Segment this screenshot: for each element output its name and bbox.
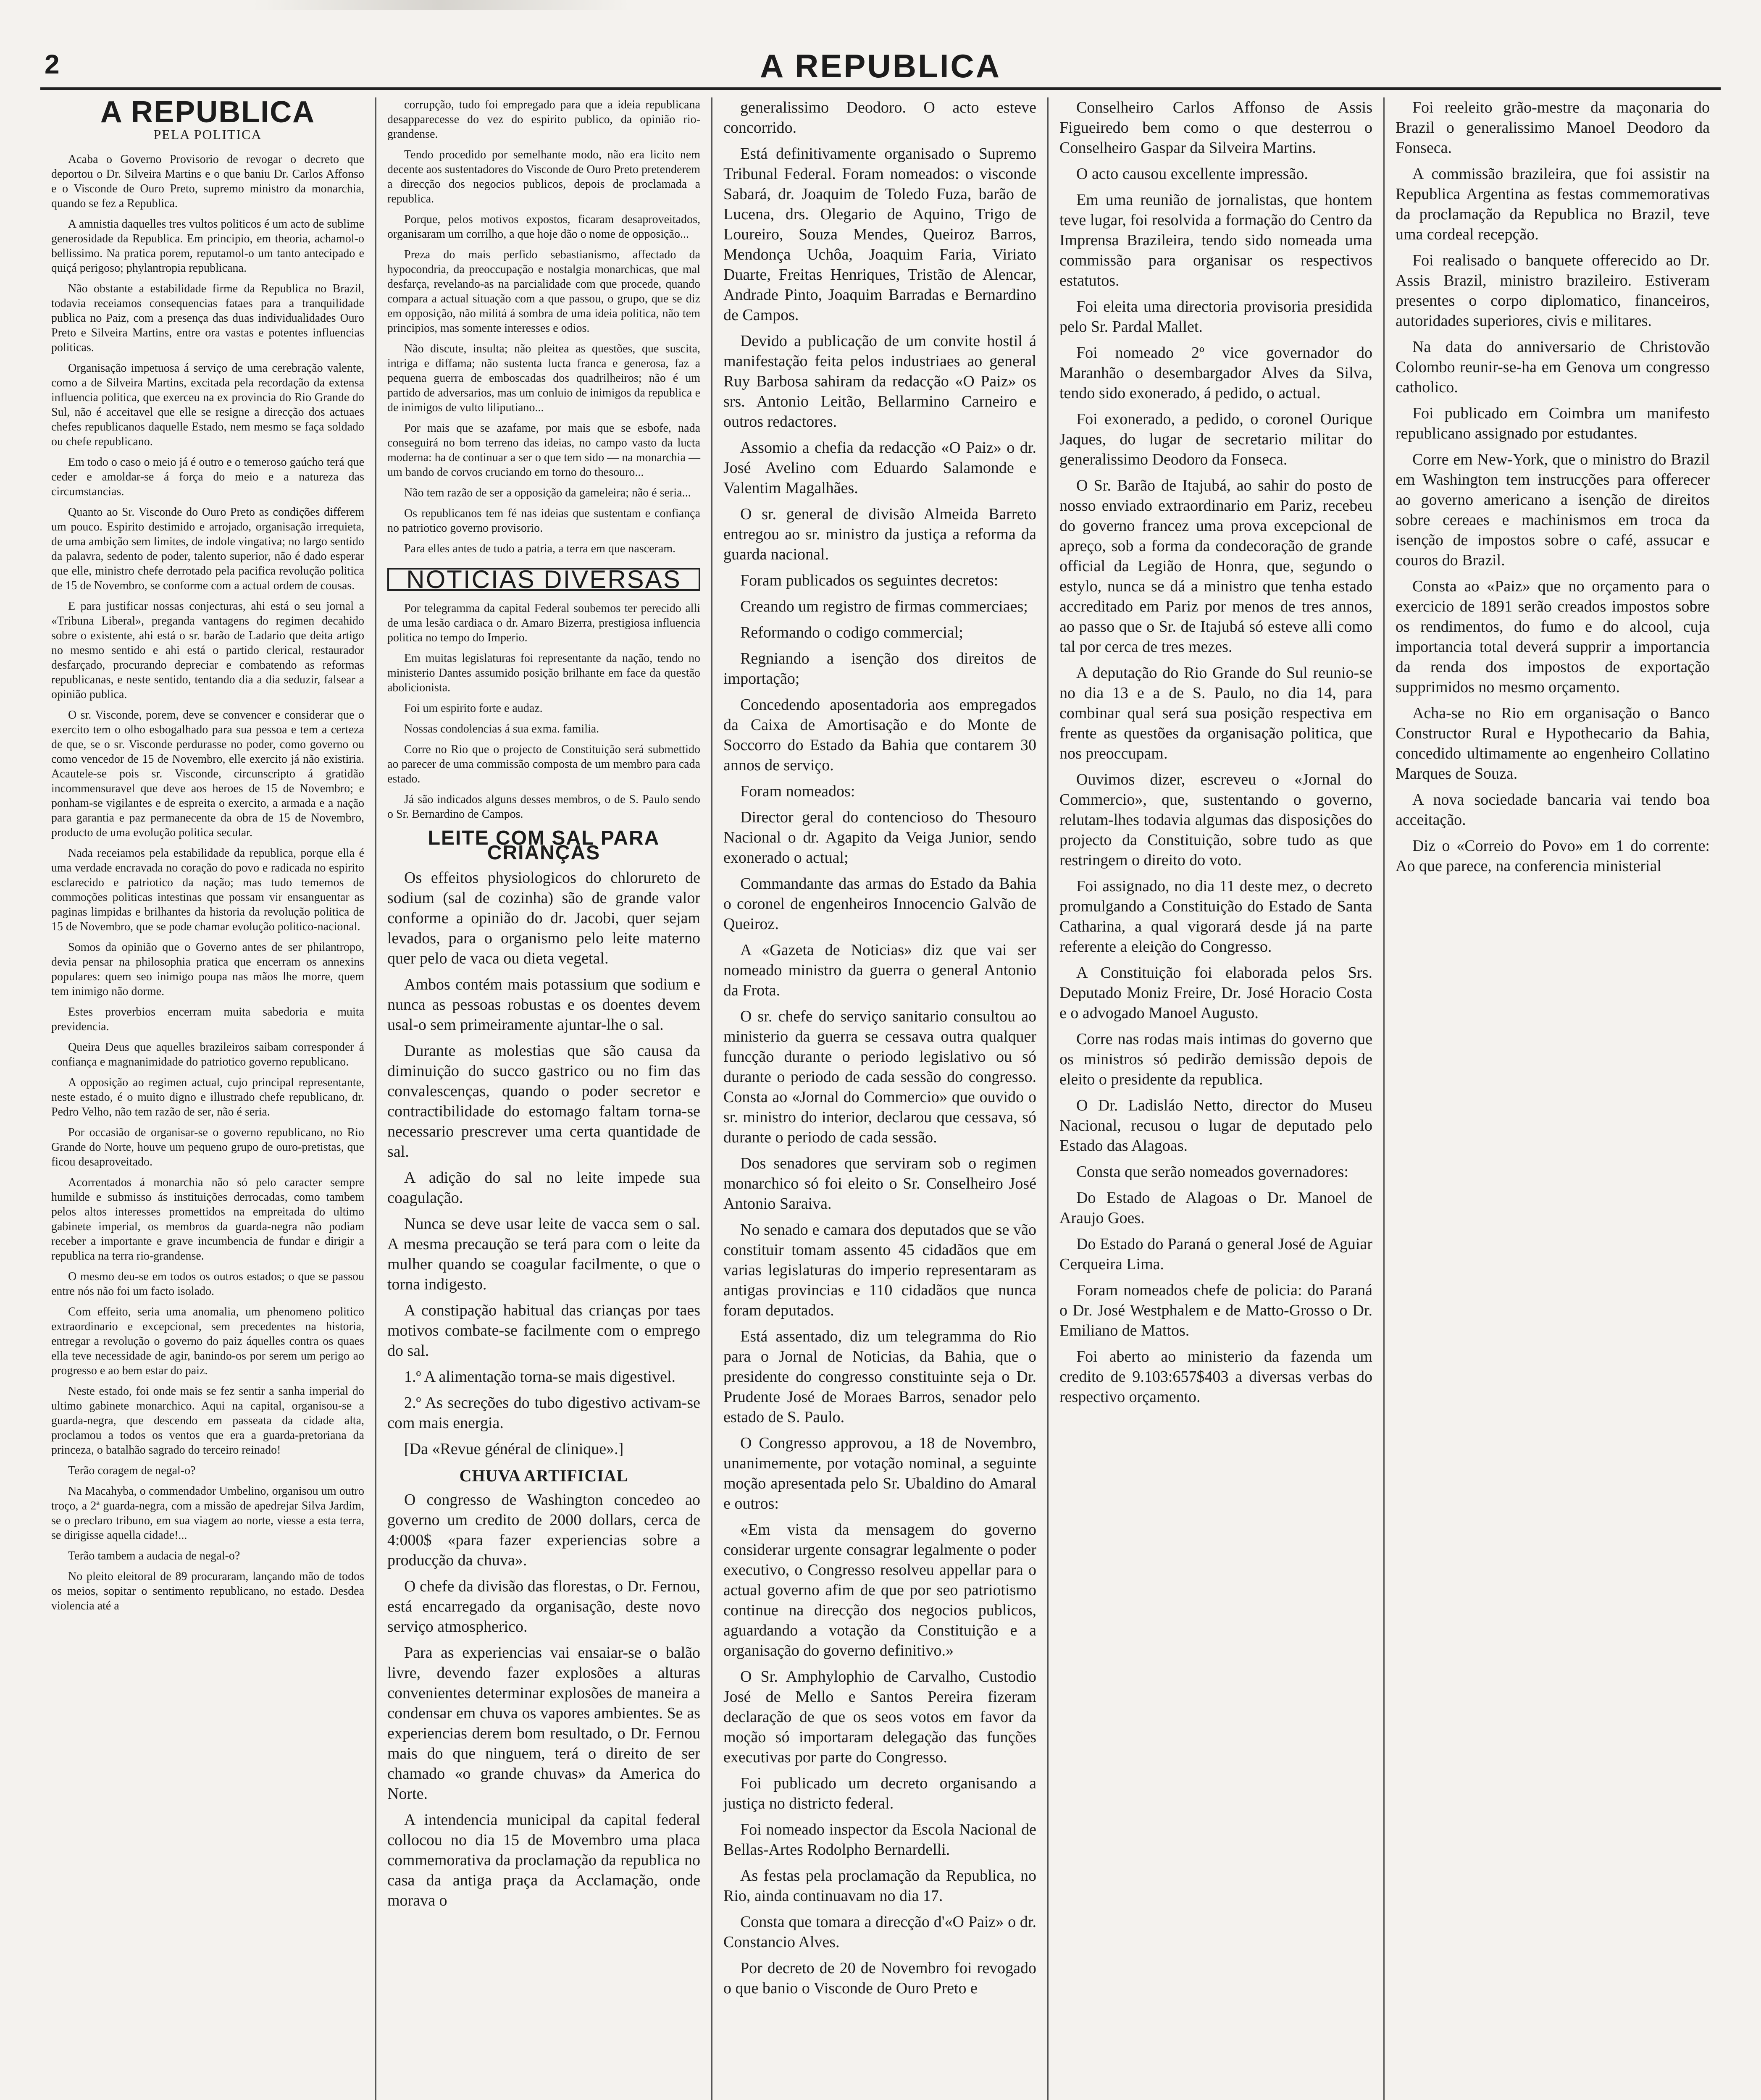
column-1 <box>40 97 376 2100</box>
editorial-paragraph: Terão coragem de negal-o? <box>68 1464 196 1477</box>
news-note: Foi um espirito forte e audaz. <box>404 702 543 715</box>
leite-com-sal-heading: LEITE COM SAL PARA CRIANÇAS <box>428 827 660 864</box>
article-paragraph: Para as experiencias vai ensaiar-se o balão livre, devendo fazer explosões a alturas convenientes determinar explosões de maneira a condensar em chuva os vapores ambientes. Se as experiencias derem bom resultado, o Dr. Fernou mais do que ninguem, terá o direito de ser chamado «o grande chuvas» da America do Norte. <box>387 1644 700 1803</box>
editorial-paragraph: A amnistia daquelles tres vultos politicos é um acto de sublime generosidade da Republica. Em principio, em theoria, achamol-o bellissimo. Na pratica porem, reputamol-o um tanto antecipado e quiçá perigoso; phylantropia republicana. <box>51 218 364 275</box>
chuva-artificial-heading: CHUVA ARTIFICIAL <box>459 1466 628 1485</box>
news-item: «Em vista da mensagem do governo considerar urgente consagrar legalmente o poder executivo, o Congresso resolveu appellar para o actual governo afim de que por seo patriotismo continue na direcção dos negocios publicos, aguardando a votação da Constituição e a organisação do governo definitivo.» <box>723 1521 1036 1659</box>
news-item: generalissimo Deodoro. O acto esteve concorrido. <box>723 99 1036 136</box>
editorial-paragraph: Por mais que se azafame, por mais que se esbofe, nada conseguirá no bom terreno das ideias, no campo vasto da lucta moderna: ha de continuar a ser o que tem sido — na monarchia — um bando de corvos cruciando em torno do thesouro... <box>387 422 700 479</box>
news-item: Dos senadores que serviram sob o regimen monarchico só foi eleito o Sr. Conselheiro José Antonio Saraiva. <box>723 1155 1036 1213</box>
news-column-5-body <box>1396 97 1710 876</box>
news-item: Acha-se no Rio em organisação o Banco Constructor Rural e Hypothecario da Bahia, concedido ultimamente ao engenheiro Collatino Marques de Souza. <box>1396 704 1710 782</box>
news-item: Foram nomeados: <box>740 782 855 800</box>
editorial-body <box>51 152 364 1613</box>
newspaper-columns <box>40 97 1721 2100</box>
news-notes <box>387 601 700 822</box>
editorial-paragraph: E para justificar nossas conjecturas, ahi está o seu jornal a «Tribuna Liberal», preganda vantagens do regimen decahido sobre o existente, ahi está o sr. barão de Ladario que deita artigo no mesmo sentido e ahi está o partido clerical, restaurador desfarçado, procurando depreciar e combatendo as reformas republicanas, e neste sentido, tentando dia a dia seduzir, falsear a opinião publica. <box>51 600 364 701</box>
news-item: Consta ao «Paiz» que no orçamento para o exercicio de 1891 serão creados impostos sobre os rendimentos, do fumo e do alcool, cuja importancia total deverá supprir a importancia da renda dos impostos de exportação supprimidos no mesmo orçamento. <box>1396 578 1710 696</box>
news-item: Foi assignado, no dia 11 deste mez, o decreto promulgando a Constituição do Estado de Santa Catharina, a qual vigorará desde já na parte referente a eleição do Congresso. <box>1059 877 1372 956</box>
news-item: Está assentado, diz um telegramma do Rio para o Jornal de Noticias, da Bahia, que o presidente do congresso constituinte seja o Dr. Prudente José de Moraes Barros, senador pelo estado de S. Paulo. <box>723 1328 1036 1426</box>
news-item: Corre nas rodas mais intimas do governo que os ministros só pedirão demissão depois de eleito o presidente da republica. <box>1059 1030 1372 1088</box>
news-item: O Dr. Ladisláo Netto, director do Museu Nacional, recusou o lugar de deputado pelo Estado das Alagoas. <box>1059 1097 1372 1155</box>
article-paragraph: Os effeitos physiologicos do chlorureto de sodium (sal de cozinha) são de grande valor conforme a opinião do dr. Jacobi, quer sejam levados, para o organismo pelo leite materno quer pelo de vaca ou dieta vegetal. <box>387 869 700 967</box>
article-paragraph: A constipação habitual das crianças por taes motivos combate-se facilmente com o emprego do sal. <box>387 1302 700 1360</box>
editorial-paragraph: Neste estado, foi onde mais se fez sentir a sanha imperial do ultimo gabinete monarchico. Aqui na capital, organisou-se a guarda-negra, que descendo em passeata da cidade alta, proclamou a todos os ventos que era a guarda-pretoriana da princeza, o batalhão sagrado do terceiro reinado! <box>51 1385 364 1457</box>
news-item: Ouvimos dizer, escreveu o «Jornal do Commercio», que, sustentando o governo, relutam-lhes todavia algumas das disposições do projecto da Constituição, sobre tudo as que restringem o direito do voto. <box>1059 771 1372 869</box>
editorial-paragraph: Na Macahyba, o commendador Umbelino, organisou um outro troço, a 2ª guarda-negra, com a missão de apedrejar Silva Jardim, se o preclaro tribuno, em sua viagem ao norte, viesse a esta terra, se dirigisse aquella cidade!... <box>51 1485 364 1542</box>
editorial-paragraph: Porque, pelos motivos expostos, ficaram desaproveitados, organisaram um corrilho, a que hoje dão o nome de opposição... <box>387 213 700 241</box>
news-note: Nossas condolencias á sua exma. familia. <box>404 722 599 735</box>
news-item: Consta que serão nomeados governadores: <box>1076 1163 1348 1181</box>
news-item: Devido a publicação de um convite hostil á manifestação feita pelos industriaes ao general Ruy Barbosa sahiram da redacção «O Paiz» os srs. Antonio Leitão, Bellarmino Carneiro e outros redactores. <box>723 332 1036 430</box>
news-item: As festas pela proclamação da Republica, no Rio, ainda continuavam no dia 17. <box>723 1867 1036 1905</box>
news-item: O Sr. Barão de Itajubá, ao sahir do posto de nosso enviado extraordinario em Pariz, recebeu do governo francez uma prova excepcional de apreço, sob a forma da condecoração de grande official da Legião de Honra, que, segundo o estylo, nunca se dá a ministro que tenha estado accreditado em Pariz por menos de tres annos, ao passo que o Sr. de Itajubá só esteve alli como tal por cerca de tres mezes. <box>1059 477 1372 656</box>
editorial-paragraph: A opposição ao regimen actual, cujo principal representante, neste estado, é o muito digno e illustrado chefe republicano, dr. Pedro Velho, não tem razão de ser, não é seria. <box>51 1076 364 1118</box>
editorial-paragraph: Queira Deus que aquelles brazileiros saibam corresponder á confiança e magnanimidade do patriotico governo republicano. <box>51 1041 364 1068</box>
news-column-4-body <box>1059 97 1372 1407</box>
editorial-paragraph: Preza do mais perfido sebastianismo, affectado da hypocondria, da preoccupação e nostalgia monarchicas, que mal desfarça, revelando-as na parcialidade com que procede, quando compara a actual situação com a que passou, o grupo, que se diz em opposição, não militá á sombra de uma ideia politica, não tem principios, mas somente interesses e odios. <box>387 248 700 335</box>
newspaper-title: A REPUBLICA <box>760 47 1001 84</box>
editorial-subtitle: PELA POLITICA <box>153 127 262 142</box>
masthead <box>40 47 1721 90</box>
editorial-paragraph: Com effeito, seria uma anomalia, um phenomeno politico extraordinario e excepcional, sem precedentes na historia, entregar a revolução o governo do paiz áquelles contra os quaes ella teve necessidade de agir, banindo-os por serem um perigo ao progresso e ao bem estar do paiz. <box>51 1305 364 1377</box>
news-note: Em muitas legislaturas foi representante da nação, tendo no ministerio Dantes assumido posição brilhante em face da questão abolicionista. <box>387 652 700 694</box>
editorial-paragraph: Em todo o caso o meio já é outro e o temeroso gaúcho terá que ceder e amoldar-se á força do meio e a natureza das circumstancias. <box>51 456 364 498</box>
news-item: Foi publicado em Coimbra um manifesto republicano assignado por estudantes. <box>1396 404 1710 442</box>
news-note: Por telegramma da capital Federal soubemos ter perecido alli de uma lesão cardiaca o dr. Amaro Bizerra, prestigiosa influencia politica no tempo do Imperio. <box>387 602 700 644</box>
editorial-title: A REPUBLICA <box>100 97 315 129</box>
news-item: O sr. chefe do serviço sanitario consultou ao ministerio da guerra se cessava outra qualquer funcção durante o periodo legislativo ou só durante o periodo de cada sessão do congresso. Consta ao «Jornal do Commercio» que ouvido o sr. ministro do interior, declarou que cessava, só durante o periodo de cada sessão. <box>723 1008 1036 1146</box>
editorial-paragraph: Por occasião de organisar-se o governo republicano, no Rio Grande do Norte, houve um pequeno grupo de ouro-pretistas, que ficou desaproveitado. <box>51 1126 364 1168</box>
editorial-paragraph: Terão tambem a audacia de negal-o? <box>68 1549 240 1562</box>
news-item: Foi nomeado inspector da Escola Nacional de Bellas-Artes Rodolpho Bernardelli. <box>723 1821 1036 1858</box>
news-item: Foi exonerado, a pedido, o coronel Ourique Jaques, do lugar de secretario militar do generalissimo Deodoro da Fonseca. <box>1059 410 1372 468</box>
news-item: Foi reeleito grão-mestre da maçonaria do Brazil o generalissimo Manoel Deodoro da Fonseca. <box>1396 99 1710 157</box>
news-item: Assomio a chefia da redacção «O Paiz» o dr. José Avelino com Eduardo Salamonde e Valentim Magalhães. <box>723 439 1036 497</box>
editorial-paragraph: Tendo procedido por semelhante modo, não era licito nem decente aos sustentadores do Visconde de Ouro Preto pretenderem a direcção dos negocios publicos, depois de proclamada a republica. <box>387 148 700 205</box>
article-paragraph: O congresso de Washington concedeo ao governo um credito de 2000 dollars, cerca de 4:000$ «para fazer experiencias sobre a producção da chuva». <box>387 1491 700 1569</box>
chuva-artificial-body <box>387 1490 700 1911</box>
news-item: A Constituição foi elaborada pelos Srs. Deputado Moniz Freire, Dr. José Horacio Costa e o advogado Manoel Augusto. <box>1059 964 1372 1022</box>
news-item: A nova sociedade bancaria vai tendo boa acceitação. <box>1396 791 1710 829</box>
news-item: Director geral do contencioso do Thesouro Nacional o dr. Agapito da Veiga Junior, sendo exonerado o actual; <box>723 808 1036 866</box>
article-paragraph: A intendencia municipal da capital federal collocou no dia 15 de Movembro uma placa commemorativa da proclamação da republica no casa da antiga praça da Acclamação, onde morava o <box>387 1811 700 1909</box>
column-5 <box>1385 97 1721 2100</box>
article-paragraph: 1.º A alimentação torna-se mais digestivel. <box>404 1368 675 1386</box>
article-paragraph: [Da «Revue général de clinique».] <box>404 1440 624 1458</box>
editorial-paragraph: Acorrentados á monarchia não só pelo caracter sempre humilde e submisso ás instituições derrocadas, como tambem pelos altos interesses promettidos na empreitada do ultimo gabinete imperial, os membros da guarda-negra não podiam receber a importante e grave incumbencia de fundar e dirigir a republica na terra rio-grandense. <box>51 1176 364 1263</box>
editorial-paragraph: Organisação impetuosa á serviço de uma cerebração valente, como a de Silveira Martins, excitada pela recordação da extensa influencia politica, que exerceu na ex provincia do Rio Grande do Sul, não é acceitavel que elle se resigne a direcção dos actuaes chefes republicanos daquelle Estado, nem mesmo se faça soldado ou chefe republicano. <box>51 362 364 448</box>
editorial-paragraph: Não tem razão de ser a opposição da gameleira; não é seria... <box>404 486 691 499</box>
editorial-paragraph: Estes proverbios encerram muita sabedoria e muita previdencia. <box>51 1005 364 1033</box>
editorial-paragraph: Acaba o Governo Provisorio de revogar o decreto que deportou o Dr. Silveira Martins e o que baniu Dr. Carlos Affonso e o Visconde de Ouro Preto, supremo ministro da monarchia, quando se fez a Republica. <box>51 153 364 210</box>
editorial-paragraph: Nada receiamos pela estabilidade da republica, porque ella é uma verdade encravada no coração do povo e radicada no espirito esclarecido e patriotico da nação; mas tudo tememos de commoções politicas intestinas que possam vir ensanguentar as paginas limpidas e brilhantes da historia da revolução politica de 15 de Novembro, que se pode chamar evolução politico-nacional. <box>51 847 364 933</box>
column-4 <box>1049 97 1385 2100</box>
leite-com-sal-body <box>387 868 700 1459</box>
article-paragraph: A adição do sal no leite impede sua coagulação. <box>387 1169 700 1207</box>
editorial-paragraph: Para elles antes de tudo a patria, a terra em que nasceram. <box>404 542 676 555</box>
editorial-paragraph: Somos da opinião que o Governo antes de ser philantropo, devia pensar na philosophia pratica que encerram os annexins populares: quem seo inimigo poupa nas mãos lhe morre, quem tem inimigo não dorme. <box>51 941 364 998</box>
noticias-diversas-heading: NOTICIAS DIVERSAS <box>387 568 700 591</box>
article-paragraph: O chefe da divisão das florestas, o Dr. Fernou, está encarregado da organisação, deste novo serviço atmospherico. <box>387 1578 700 1635</box>
news-item: A commissão brazileira, que foi assistir na Republica Argentina as festas commemorativas da proclamação da Republica no Brazil, teve uma cordeal recepção. <box>1396 165 1710 243</box>
page-number: 2 <box>45 49 60 79</box>
editorial-paragraph: Os republicanos tem fé nas ideias que sustentam e confiança no patriotico governo provisorio. <box>387 507 700 535</box>
article-paragraph: Durante as molestias que são causa da diminuição do succo gastrico ou no fim das convalescenças, quando o poder secretor e contractibilidade do estomago faltam torna-se necessario prescrever uma certa quantidade de sal. <box>387 1042 700 1160</box>
news-item: Corre em New-York, que o ministro do Brazil em Washington tem instrucções para offerecer ao governo americano a isenção de direitos sobre cereaes e machinismos em troca da isenção de impostos sobre o café, assucar e couros do Brazil. <box>1396 451 1710 569</box>
news-item: A deputação do Rio Grande do Sul reunio-se no dia 13 e a de S. Paulo, no dia 14, para combinar qual será sua posição respectiva em frente as questões da organisação politica, que nos preoccupam. <box>1059 664 1372 762</box>
news-item: Foram publicados os seguintes decretos: <box>740 572 999 589</box>
editorial-paragraph: Não discute, insulta; não pleitea as questões, que suscita, intriga e diffama; não sustenta lucta franca e generosa, faz a pequena guerra de emboscadas dos quadrilheiros; não é um partido de adversarios, mas um conluio de inimigos da republica e de inimigos de vulto liliputiano... <box>387 342 700 414</box>
news-item: Consta que tomara a direcção d'«O Paiz» o dr. Constancio Alves. <box>723 1913 1036 1951</box>
news-item: Diz o «Correio do Povo» em 1 do corrente: Ao que parece, na conferencia ministerial <box>1396 837 1710 875</box>
news-item: A «Gazeta de Noticias» diz que vai ser nomeado ministro da guerra o general Antonio da Frota. <box>723 941 1036 999</box>
news-item: Conselheiro Carlos Affonso de Assis Figueiredo bem como o que desterrou o Conselheiro Gaspar da Silveira Martins. <box>1059 99 1372 157</box>
news-item: No senado e camara dos deputados que se vão constituir tomam assento 45 cidadãos que em varias legislaturas do imperio representaram as antigas provincias e 110 cidadãos que nunca foram deputados. <box>723 1221 1036 1319</box>
news-note: Já são indicados alguns desses membros, o de S. Paulo sendo o Sr. Bernardino de Campos. <box>387 793 700 821</box>
editorial-paragraph: O mesmo deu-se em todos os outros estados; o que se passou entre nós não foi um facto isolado. <box>51 1270 364 1298</box>
news-item: Em uma reunião de jornalistas, que hontem teve lugar, foi resolvida a formação do Centro da Imprensa Brazileira, tendo sido nomeada uma commissão para organisar os respectivos estatutos. <box>1059 191 1372 289</box>
news-column-3-body <box>723 97 1036 1998</box>
news-item: Foi nomeado 2º vice governador do Maranhão o desembargador Alves da Silva, tendo sido exonerado, á pedido, o actual. <box>1059 344 1372 402</box>
news-item: Creando um registro de firmas commerciaes; <box>740 598 1028 615</box>
news-item: O sr. general de divisão Almeida Barreto entregou ao sr. ministro da justiça a reforma da guarda nacional. <box>723 505 1036 563</box>
article-paragraph: Ambos contém mais potassium que sodium e nunca as pessoas robustas e os doentes devem usal-o sem primeiramente ajuntar-lhe o sal. <box>387 976 700 1034</box>
top-edge-smudge <box>252 0 630 10</box>
editorial-paragraph: No pleito eleitoral de 89 procuraram, lançando mão de todos os meios, sopitar o sentimento republicano, no estado. Desdea violencia até a <box>51 1570 364 1612</box>
editorial-paragraph: Quanto ao Sr. Visconde do Ouro Preto as condições differem um pouco. Espirito destimido e arrojado, organisação irrequieta, de uma ambição sem limites, de indole vingativa; no largo sentido da palavra, sedento de poder, talento superior, não é dado esperar que elle, ministro chefe derrotado pela pacifica revolução politica de 15 de Novembro, se conforme com a actual ordem de cousas. <box>51 506 364 592</box>
news-item: Foi realisado o banquete offerecido ao Dr. Assis Brazil, ministro brazileiro. Estiveram presentes o corpo diplomatico, financeiros, autoridades superiores, civis e militares. <box>1396 252 1710 330</box>
column-2 <box>376 97 712 2100</box>
news-item: Regniando a isenção dos direitos de importação; <box>723 650 1036 688</box>
news-item: Do Estado do Paraná o general José de Aguiar Cerqueira Lima. <box>1059 1235 1372 1273</box>
news-item: Por decreto de 20 de Novembro foi revogado o que banio o Visconde de Ouro Preto e <box>723 1959 1036 1997</box>
editorial-continuation <box>387 97 700 556</box>
news-item: Foram nomeados chefe de policia: do Paraná o Dr. José Westphalem e de Matto-Grosso o Dr. Emiliano de Mattos. <box>1059 1281 1372 1339</box>
news-item: O acto causou excellente impressão. <box>1076 165 1308 183</box>
article-paragraph: Nunca se deve usar leite de vacca sem o sal. A mesma precaução se terá para com o leite da mulher quando se coagular facilmente, o que o torna indigesto. <box>387 1215 700 1293</box>
news-item: Do Estado de Alagoas o Dr. Manoel de Araujo Goes. <box>1059 1189 1372 1227</box>
news-note: Corre no Rio que o projecto de Constituição será submettido ao parecer de uma commissão composta de um membro para cada estado. <box>387 743 700 785</box>
news-item: Concedendo aposentadoria aos empregados da Caixa de Amortisação e do Monte de Soccorro do Estado da Bahia que contarem 30 annos de serviço. <box>723 696 1036 774</box>
column-3 <box>712 97 1049 2100</box>
article-paragraph: 2.º As secreções do tubo digestivo activam-se com mais energia. <box>387 1394 700 1432</box>
news-item: Reformando o codigo commercial; <box>740 624 963 641</box>
news-item: O Congresso approvou, a 18 de Novembro, unanimemente, por votação nominal, a seguinte moção apresentada pelo Sr. Ubaldino do Amaral e outros: <box>723 1434 1036 1512</box>
news-item: Commandante das armas do Estado da Bahia o coronel de engenheiros Innocencio Galvão de Queiroz. <box>723 875 1036 933</box>
news-item: Está definitivamente organisado o Supremo Tribunal Federal. Foram nomeados: o visconde Sabará, dr. Joaquim de Toledo Fuza, barão de Lucena, drs. Olegario de Aquino, Trigo de Loureiro, Souza Mendes, Queiroz Barros, Mendonça Uchôa, Joaquim Faria, Viriato Duarte, Freitas Henriques, Tristão de Alencar, Andrade Pinto, Joaquim Barradas e Bernardino de Campos. <box>723 145 1036 324</box>
editorial-paragraph: corrupção, tudo foi empregado para que a ideia republicana desapparecesse do vez do espirito publico, da opinião rio-grandense. <box>387 98 700 141</box>
editorial-paragraph: O sr. Visconde, porem, deve se convencer e considerar que o exercito tem o olho esbogalhado para sua pessoa e tem a certeza de que, se o sr. Visconde perdurasse no poder, como governo ou como vencedor de 15 de Novembro, elle exercito já não existiria. Acautele-se pois sr. Visconde, circunscripto á gratidão incommensuravel que deve aos heroes de 15 de Novembro; e ponham-se vigilantes e de espreita o exercito, a armada e a nação para garantia e paz permanecente da obra de 15 de Novembro, producto de uma evolução politica secular. <box>51 709 364 839</box>
news-item: Foi eleita uma directoria provisoria presidida pelo Sr. Pardal Mallet. <box>1059 298 1372 336</box>
news-item: Foi publicado um decreto organisando a justiça no districto federal. <box>723 1774 1036 1812</box>
editorial-paragraph: Não obstante a estabilidade firme da Republica no Brazil, todavia receiamos consequencias fataes para a tranquilidade publica no Paiz, com a presença das duas individualidades Ouro Preto e Silveira Martins, entre ora vastas e potentes influencias politicas. <box>51 282 364 354</box>
news-item: Foi aberto ao ministerio da fazenda um credito de 9.103:657$403 a diversas verbas do respectivo orçamento. <box>1059 1348 1372 1406</box>
news-item: Na data do anniversario de Christovão Colombo reunir-se-ha em Genova um congresso catholico. <box>1396 338 1710 396</box>
news-item: O Sr. Amphylophio de Carvalho, Custodio José de Mello e Santos Pereira fizeram declaração de que os seos votos em favor da moção só importaram delegação das funções executivas por parte do Congresso. <box>723 1668 1036 1766</box>
